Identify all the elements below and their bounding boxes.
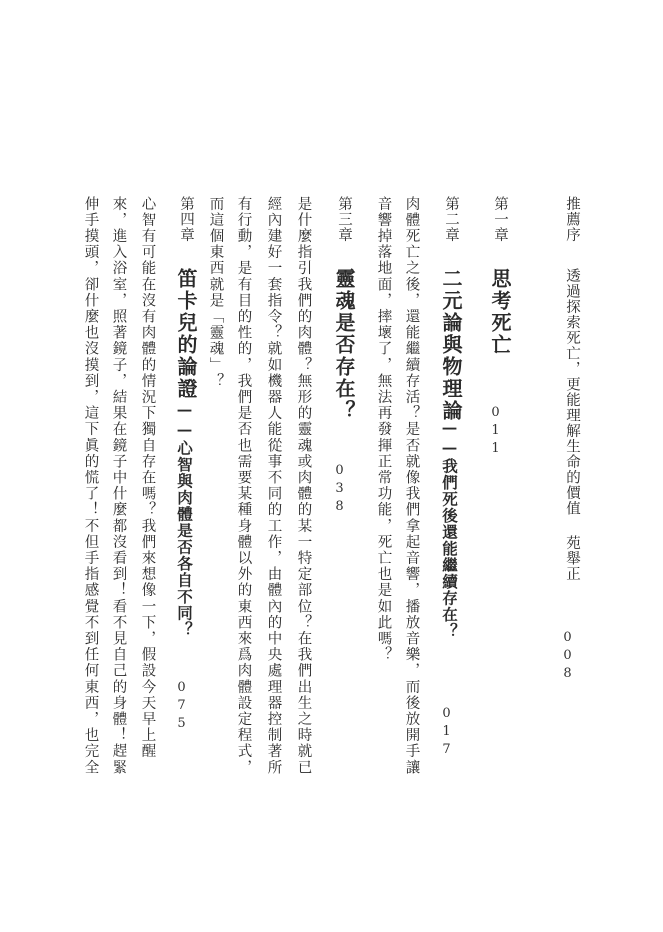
preface-label: 推薦序 [564, 196, 580, 243]
chapter-4-summary-line-1: 心智有可能在沒有肉體的情況下獨自存在嗎？我們來想像一下，假設今天早上醒 [139, 196, 156, 760]
chapter-4-summary-line-2: 來，進入浴室，照著鏡子，結果在鏡子中什麼都沒看到！看不見自己的身體！趕緊 [110, 196, 127, 776]
chapter-3-summary-line-1: 是什麼指引我們的肉體？無形的靈魂或肉體的某一特定部位？在我們出生之時就已 [295, 196, 312, 776]
chapter-4-subtitle: ——心智與肉體是否各自不同？ [175, 400, 194, 638]
chapter-2-subtitle: ——我們死後還能繼續存在？ [440, 418, 459, 640]
chapter-2-summary-line-2: 音響掉落地面，摔壞了，無法再發揮正常功能，死亡也是如此嗎？ [375, 196, 392, 663]
preface-author: 苑舉正 [564, 535, 580, 582]
chapter-4-title: 笛卡兒的論證 [174, 268, 198, 400]
chapter-3-label: 第三章 [336, 196, 352, 243]
chapter-2-label: 第二章 [443, 196, 459, 243]
chapter-3-summary-line-4: 而這個東西就是「靈魂」？ [207, 196, 224, 390]
chapter-4-label: 第四章 [178, 196, 194, 243]
chapter-2-title: 二元論與物理論 [439, 268, 463, 422]
preface-title: 透過探索死亡，更能理解生命的價值 [564, 268, 580, 516]
chapter-3-summary-line-3: 有行動，是有目的性的，我們是否也需要某種身體以外的東西來爲肉體設定程式， [235, 196, 252, 776]
preface-page-number: 008 [560, 630, 575, 684]
chapter-1-title: 思考死亡 [488, 268, 512, 356]
chapter-4-page-number: 075 [174, 680, 189, 734]
chapter-3-summary-line-2: 經內建好一套指令？就如機器人能從事不同的工作，由體內的中央處理器控制著所 [265, 196, 282, 776]
chapter-3-title: 靈魂是否存在？ [332, 268, 356, 422]
chapter-3-page-number: 038 [332, 463, 347, 517]
chapter-2-page-number: 017 [439, 706, 454, 760]
chapter-2-summary-line-1: 肉體死亡之後，還能繼續存活？是否就像我們拿起音響，播放音樂，而後放開手讓 [403, 196, 420, 776]
chapter-4-summary-line-3: 伸手摸頭，卻什麼也沒摸到，這下眞的慌了！不但手指感覺不到任何東西，也完全 [82, 196, 99, 776]
chapter-1-page-number: 011 [488, 405, 503, 459]
chapter-1-label: 第一章 [492, 196, 508, 243]
